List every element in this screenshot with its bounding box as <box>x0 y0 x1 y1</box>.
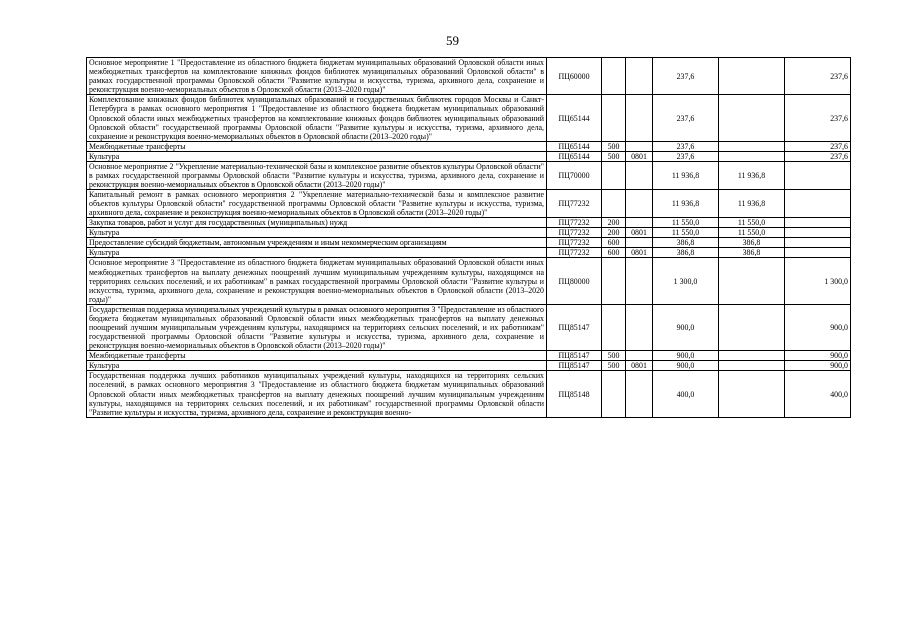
cell-name: Государственная поддержка муниципальных учреждений культуры в рамках основного мероприятия 3 "Предоставление из областного бюджета бюджетам муниципальных образований Орловской области иных межбюджетных трансфертов на выплату денежных поощрений лучшим муниципальным учреждениям культуры, находящимся на территориях сельских поселений, и их работникам" государственной программы Орловской области "Развитие культуры и искусства, туризма, архивного дела, сохранение и реконструкция военно-мемориальных объектов в Орловской области (2013–2020 годы)" <box>87 304 547 350</box>
cell-name: Закупка товаров, работ и услуг для государственных (муниципальных) нужд <box>87 218 547 228</box>
table-row <box>87 238 851 248</box>
cell-sum3: 237,6 <box>785 141 851 151</box>
cell-sum3 <box>785 228 851 238</box>
cell-sum2: 11 936,8 <box>719 161 785 189</box>
cell-sum1: 900,0 <box>653 361 719 371</box>
table-row <box>87 190 851 218</box>
cell-sum2 <box>719 371 785 417</box>
table-row <box>87 361 851 371</box>
cell-code: ПЦ65144 <box>547 95 602 141</box>
cell-vr: 500 <box>602 141 626 151</box>
cell-vr: 200 <box>602 228 626 238</box>
cell-vr: 500 <box>602 351 626 361</box>
cell-sum3 <box>785 248 851 258</box>
cell-code: ПЦ77232 <box>547 190 602 218</box>
cell-sum1: 386,8 <box>653 238 719 248</box>
cell-sum1: 900,0 <box>653 351 719 361</box>
cell-code: ПЦ85147 <box>547 361 602 371</box>
cell-sum2: 386,8 <box>719 238 785 248</box>
cell-sum1: 11 550,0 <box>653 228 719 238</box>
cell-sum2: 11 550,0 <box>719 228 785 238</box>
cell-rz <box>626 351 653 361</box>
cell-rz <box>626 304 653 350</box>
cell-vr: 200 <box>602 218 626 228</box>
table-body <box>87 58 851 418</box>
cell-sum2 <box>719 151 785 161</box>
cell-code: ПЦ85147 <box>547 351 602 361</box>
table-row <box>87 141 851 151</box>
cell-code: ПЦ77232 <box>547 238 602 248</box>
cell-name: Культура <box>87 228 547 238</box>
cell-vr: 600 <box>602 238 626 248</box>
cell-sum3: 900,0 <box>785 351 851 361</box>
cell-code: ПЦ65144 <box>547 141 602 151</box>
cell-name: Государственная поддержка лучших работников муниципальных учреждений культуры, находящихся на территориях сельских поселений, в рамках основного мероприятия 3 "Предоставление из областного бюджета бюджетам муниципальных образований Орловской области иных межбюджетных трансфертов на выплату денежных поощрений лучшим муниципальным учреждениям культуры, находящимся на территориях сельских поселений, и их работникам" государственной программы Орловской области "Развитие культуры и искусства, туризма, архивного дела, сохранение и реконструкция военно- <box>87 371 547 417</box>
cell-sum3 <box>785 161 851 189</box>
cell-sum3: 900,0 <box>785 361 851 371</box>
cell-vr <box>602 258 626 304</box>
cell-name: Предоставление субсидий бюджетным, автономным учреждениям и иным некоммерческим организациям <box>87 238 547 248</box>
cell-rz: 0801 <box>626 228 653 238</box>
cell-rz <box>626 218 653 228</box>
cell-code: ПЦ85147 <box>547 304 602 350</box>
cell-sum3: 900,0 <box>785 304 851 350</box>
cell-sum2 <box>719 304 785 350</box>
cell-name: Межбюджетные трансферты <box>87 141 547 151</box>
cell-sum1: 1 300,0 <box>653 258 719 304</box>
cell-name: Культура <box>87 248 547 258</box>
cell-sum1: 237,6 <box>653 151 719 161</box>
cell-name: Капитальный ремонт в рамках основного мероприятия 2 "Укрепление материально-технической базы и комплексное развитие объектов культуры Орловской области" государственной программы Орловской области "Развитие культуры и искусства, туризма, архивного дела, сохранение и реконструкция военно-мемориальных объектов в Орловской области (2013–2020 годы)" <box>87 190 547 218</box>
cell-sum1: 900,0 <box>653 304 719 350</box>
cell-sum2 <box>719 141 785 151</box>
cell-sum2: 11 936,8 <box>719 190 785 218</box>
cell-rz <box>626 371 653 417</box>
cell-vr <box>602 95 626 141</box>
cell-sum3 <box>785 190 851 218</box>
cell-vr <box>602 371 626 417</box>
cell-vr: 500 <box>602 361 626 371</box>
table-row <box>87 228 851 238</box>
cell-rz <box>626 190 653 218</box>
cell-sum2 <box>719 361 785 371</box>
cell-rz <box>626 161 653 189</box>
cell-name: Межбюджетные трансферты <box>87 351 547 361</box>
cell-sum1: 386,8 <box>653 248 719 258</box>
cell-code: ПЦ70000 <box>547 161 602 189</box>
table-row <box>87 371 851 417</box>
cell-sum2: 11 550,0 <box>719 218 785 228</box>
cell-sum3: 400,0 <box>785 371 851 417</box>
cell-vr <box>602 161 626 189</box>
cell-rz <box>626 95 653 141</box>
cell-vr <box>602 190 626 218</box>
cell-name: Основное мероприятие 2 "Укрепление материально-технической базы и комплексное развитие объектов культуры Орловской области" в рамках государственной программы Орловской области "Развитие культуры и искусства, туризма, архивного дела, сохранение и реконструкция военно-мемориальных объектов в Орловской области (2013–2020 годы)" <box>87 161 547 189</box>
cell-sum1: 237,6 <box>653 58 719 95</box>
cell-sum3: 237,6 <box>785 95 851 141</box>
cell-code: ПЦ60000 <box>547 58 602 95</box>
cell-rz <box>626 141 653 151</box>
cell-code: ПЦ77232 <box>547 218 602 228</box>
cell-sum1: 11 936,8 <box>653 190 719 218</box>
page-number: 59 <box>446 33 459 48</box>
table-row <box>87 258 851 304</box>
cell-code: ПЦ77232 <box>547 228 602 238</box>
table-row <box>87 151 851 161</box>
cell-sum3 <box>785 238 851 248</box>
cell-sum2 <box>719 351 785 361</box>
cell-rz <box>626 58 653 95</box>
cell-sum3 <box>785 218 851 228</box>
table-row <box>87 304 851 350</box>
cell-sum1: 400,0 <box>653 371 719 417</box>
cell-name: Основное мероприятие 3 "Предоставление из областного бюджета бюджетам муниципальных образований Орловской области иных межбюджетных трансфертов на выплату денежных поощрений лучшим муниципальным учреждениям культуры, находящимся на территориях сельских поселений, и их работникам" в рамках государственной программы Орловской области "Развитие культуры и искусства, туризма, архивного дела, сохранение и реконструкция военно-мемориальных объектов в Орловской области (2013–2020 годы)" <box>87 258 547 304</box>
cell-sum2: 386,8 <box>719 248 785 258</box>
cell-sum1: 11 936,8 <box>653 161 719 189</box>
cell-vr: 500 <box>602 151 626 161</box>
table-row <box>87 351 851 361</box>
cell-rz: 0801 <box>626 151 653 161</box>
budget-table <box>86 57 851 418</box>
table-row <box>87 58 851 95</box>
cell-sum1: 11 550,0 <box>653 218 719 228</box>
cell-code: ПЦ77232 <box>547 248 602 258</box>
cell-sum2 <box>719 58 785 95</box>
cell-sum2 <box>719 258 785 304</box>
cell-name: Основное мероприятие 1 "Предоставление из областного бюджета бюджетам муниципальных образований Орловской области иных межбюджетных трансфертов на комплектование книжных фондов библиотек муниципальных образований Орловской области" в рамках государственной программы Орловской области "Развитие культуры и искусства, туризма, архивного дела, сохранение и реконструкция военно-мемориальных объектов в Орловской области (2013–2020 годы)" <box>87 58 547 95</box>
cell-sum1: 237,6 <box>653 141 719 151</box>
cell-rz <box>626 258 653 304</box>
cell-name: Культура <box>87 151 547 161</box>
cell-code: ПЦ80000 <box>547 258 602 304</box>
cell-vr <box>602 304 626 350</box>
table-row <box>87 161 851 189</box>
table-row <box>87 95 851 141</box>
cell-sum3: 237,6 <box>785 58 851 95</box>
cell-sum2 <box>719 95 785 141</box>
cell-code: ПЦ85148 <box>547 371 602 417</box>
cell-sum3: 1 300,0 <box>785 258 851 304</box>
cell-name: Комплектование книжных фондов библиотек муниципальных образований и государственных библиотек городов Москвы и Санкт-Петербурга в рамках основного мероприятия 1 "Предоставление из областного бюджета бюджетам муниципальных образований Орловской области иных межбюджетных трансфертов на комплектование книжных фондов библиотек муниципальных образований Орловской области" государственной программы Орловской области "Развитие культуры и искусства, туризма, архивного дела, сохранение и реконструкция военно-мемориальных объектов в Орловской области (2013–2020 годы)" <box>87 95 547 141</box>
table-row <box>87 218 851 228</box>
cell-rz: 0801 <box>626 248 653 258</box>
cell-rz: 0801 <box>626 361 653 371</box>
cell-vr <box>602 58 626 95</box>
cell-name: Культура <box>87 361 547 371</box>
table-row <box>87 248 851 258</box>
cell-rz <box>626 238 653 248</box>
cell-vr: 600 <box>602 248 626 258</box>
cell-sum1: 237,6 <box>653 95 719 141</box>
cell-code: ПЦ65144 <box>547 151 602 161</box>
cell-sum3: 237,6 <box>785 151 851 161</box>
